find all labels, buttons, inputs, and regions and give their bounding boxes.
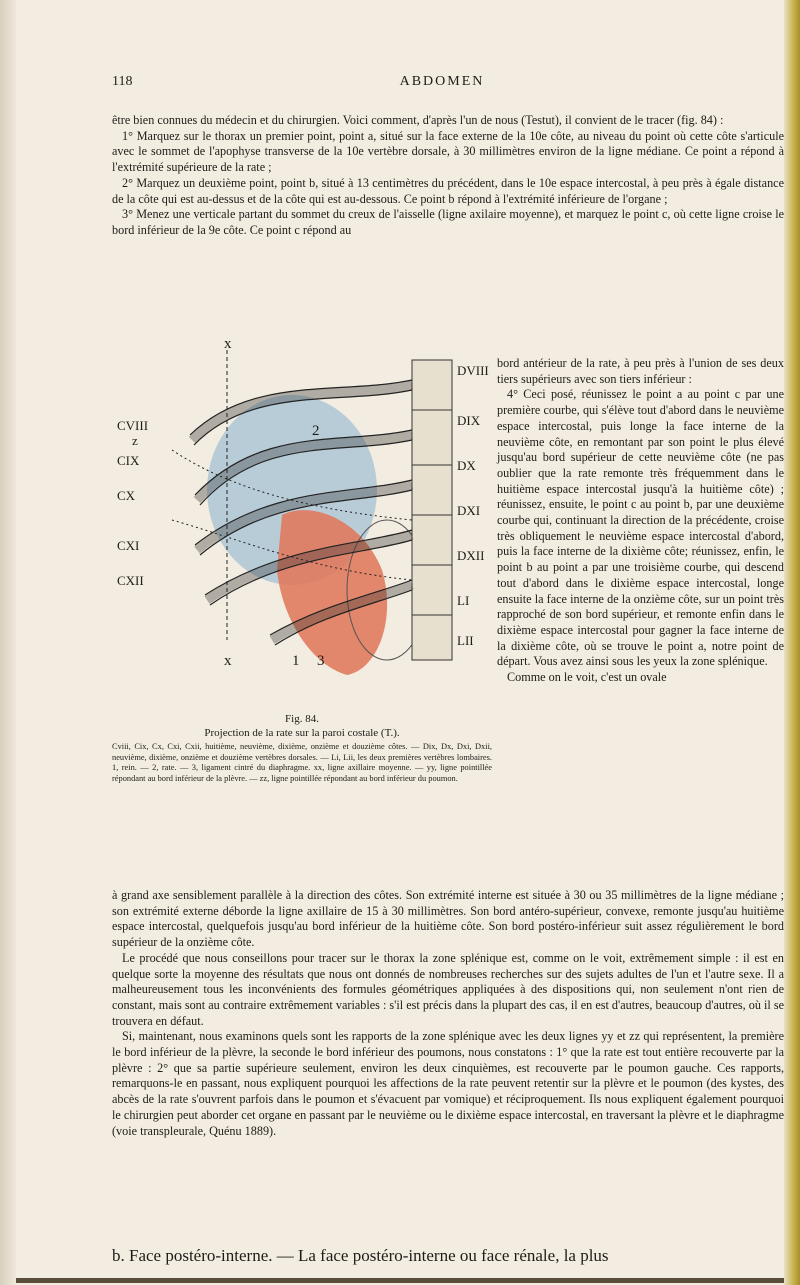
spleen-label: 2 [312,423,320,439]
rib-label: z [132,433,138,448]
axillary-label-bottom: x [224,653,232,669]
section-heading: b. Face postéro-interne. — La face postéro-interne ou face rénale, la plus [112,1246,609,1265]
paragraph: 3° Menez une verticale partant du sommet du creux de l'aisselle (ligne axilaire moyenne), et marquez le point c, où cette ligne croise le bord inférieur de la 9e côte. Ce point c répond au [112,207,784,237]
page-header [112,74,772,94]
rib-label: CIX [117,453,140,468]
figure-illustration [112,340,492,685]
side-text-block [497,356,784,686]
paragraph: à grand axe sensiblement parallèle à la direction des côtes. Son extrémité interne est située à 30 ou 35 millimètres de la ligne médiane ; son extrémité externe déborde la ligne axillaire de 15 à 30 millimètres. Son bord antéro-supérieur, convexe, remonte jusqu'au huitième espace intercostal, quelquefois jusqu'au bord inférieur de la huitième côte. Son bord postéro-inférieur suit assez régulièrement le bord supérieur de la onzième côte. [112,888,784,950]
spleen-area [277,510,387,675]
rib-label: CXII [117,573,144,588]
axillary-label-top: x [224,340,232,352]
paragraph: Comme on le voit, c'est un ovale [507,670,667,685]
rib-label: CXI [117,538,140,553]
page-bottom-rule [16,1278,784,1283]
vertebra-label: DXI [457,503,481,518]
bottom-text-block [112,888,784,1139]
figure-number: Fig. 84. [285,713,319,725]
rib-label: CVIII [117,418,149,433]
figure-caption [112,712,492,740]
page-number: 118 [112,74,133,89]
paragraph: 1° Marquez sur le thorax un premier point, point a, situé sur la face externe de la 10e côte, au niveau du point où cette côte s'articule avec le sommet de l'apophyse transverse de la 10e vertèbre dorsale, à 30 millimètres environ de la ligne médiane. Ce point a répond à l'extrémité supérieure de la rate ; [112,128,784,175]
rib-label: CX [117,488,136,503]
vertebra-label: LII [457,633,474,648]
vertebra-label: DX [457,458,476,473]
kidney-label: 1 [292,653,300,669]
running-title: ABDOMEN [399,74,485,89]
vertebral-column [412,360,452,660]
right-vertebra-labels [457,363,489,648]
spleen-projection-figure [112,340,492,685]
vertebra-label: DXII [457,548,485,563]
top-text-block [112,113,784,239]
paragraph: bord antérieur de la rate, à peu près à l'union de ses deux tiers supérieurs avec son tiers inférieur : [497,356,784,386]
page-right-edge [784,0,800,1285]
ligament-label: 3 [317,653,325,669]
paragraph: être bien connues du médecin et du chirurgien. Voici comment, d'après l'un de nous (Testut), il convient de le tracer (fig. 84) : [112,113,724,127]
vertebra-label: DIX [457,413,481,428]
vertebra-label: DVIII [457,363,489,378]
figure-legend: Cviii, Cix, Cx, Cxi, Cxii, huitième, neuvième, dixième, onzième et douzième côtes. — Dix, Dx, Dxi, Dxii, neuvième, dixième, onzième et douzième vertèbres dorsales. — Li, Lii, les deux premières vertèbres lombaires. 1, rein. — 2, rate. — 3, ligament cintré du diaphragme. xx, ligne axillaire moyenne. — yy, ligne pointillée répondant au bord inférieur de la plèvre. — zz, ligne pointillée répondant au bord inférieur du poumon. [112,742,492,783]
paragraph: 2° Marquez un deuxième point, point b, situé à 13 centimètres du précédent, dans le 10e espace intercostal, à peu près à égale distance de la côte qui est au-dessus et de la côte qui est au-dessous. Ce point b répond à l'extrémité inférieure de l'organe ; [112,175,784,206]
paragraph: 4° Ceci posé, réunissez le point a au point c par une première courbe, qui s'élève tout d'abord dans le neuvième espace intercostal, puis longe la face interne de la neuvième côte, en remontant par son point le plus élevé jusqu'au bord supérieur de cette neuvième côte (ne pas oublier que la rate remonte très fréquemment dans le huitième espace intercostal jusqu'à la huitième côte) ; réunissez, ensuite, le point c au point b, par une deuxième courbe qui, continuant la direction de la précédente, croise très obliquement le neuvième espace intercostal d'abord, puis la face interne de la dixième côte; réunissez, enfin, le point b au point a par une troisième courbe, qui descend tout d'abord dans le dixième espace intercostal, longe ensuite la face interne de la onzième côte, sur un point très rapproché de son bord supérieur, et remonte enfin dans le dixième espace intercostal pour gagner la face interne de la dixième côte, où se trouve le point a, notre point de départ. Vous avez ainsi sous les yeux la zone splénique. [497,387,784,669]
figure-caption-text: Projection de la rate sur la paroi costale (T.). [204,727,400,739]
left-rib-labels [117,418,148,588]
paragraph: Si, maintenant, nous examinons quels sont les rapports de la zone splénique avec les deux lignes yy et zz qui représentent, la première le bord inférieur de la plèvre, la seconde le bord inférieur des poumons, nous constatons : 1° que la rate est tout entière recouverte par la plèvre : 2° que sa partie supérieure seulement, environ les deux cinquièmes, est recouverte par le poumon gauche. Ces rapports, remarquons-le en passant, nous expliquent pourquoi les affections de la rate peuvent retentir sur la plèvre et le poumon (des kystes, des abcès de la rate s'ouvrent parfois dans le poumon et s'évacuent par vomique) et réciproquement. Ils nous expliquent également pourquoi le chirurgien peut aborder cet organe en passant par le neuvième ou le dixième espace intercostal, en traversant la plèvre et le diaphragme (voie transpleurale, Quénu 1889). [112,1029,784,1138]
page-left-edge [0,0,16,1285]
vertebra-label: LI [457,593,470,608]
paragraph: Le procédé que nous conseillons pour tracer sur le thorax la zone splénique est, comme on le voit, extrêmement simple : il est en quelque sorte la moyenne des résultats que nous ont donnés de nombreuses recherches sur des sujets adultes de l'un et l'autre sexe. Il a malheureusement tous les inconvénients des formules géométriques appliquées à des dispositions qui, non seulement n'ont rien de constant, mais sont au contraire extrêmement variables : s'il est précis dans la plupart des cas, il en est d'autres, beaucoup d'autres, où il se trouvera en défaut. [112,950,784,1028]
